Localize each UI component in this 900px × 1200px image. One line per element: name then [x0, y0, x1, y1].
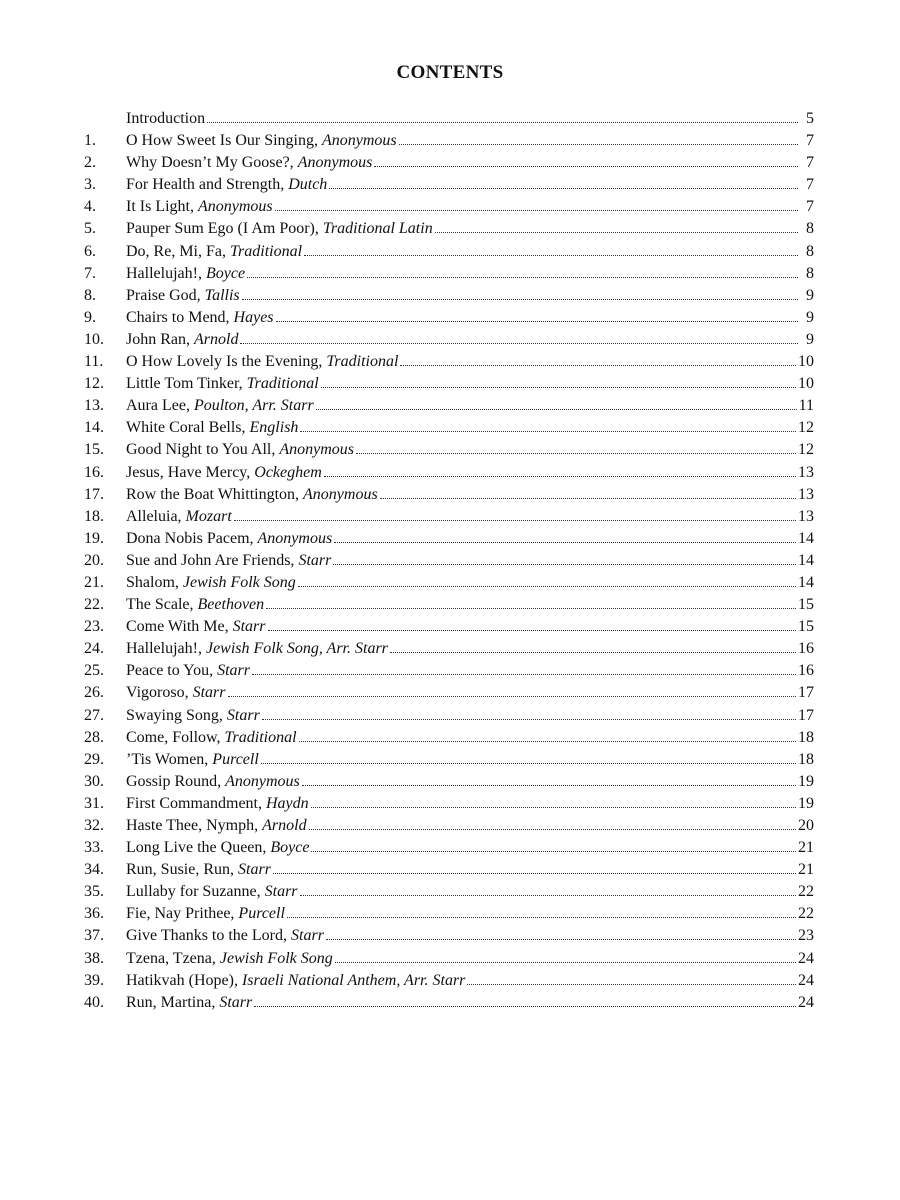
- entry-page-number: 14: [798, 529, 814, 547]
- entry-composer: Starr: [238, 861, 271, 879]
- entry-composer: Mozart: [185, 507, 232, 525]
- entry-composer: Jewish Folk Song, Arr. Starr: [205, 640, 388, 658]
- entry-title: Row the Boat Whittington,: [126, 485, 304, 503]
- entry-title: Tzena, Tzena,: [126, 949, 220, 967]
- entry-number: 4.: [84, 198, 96, 216]
- entry-composer: Anonymous: [225, 772, 300, 790]
- dot-leader: [356, 453, 796, 454]
- entry-page-number: 18: [798, 750, 814, 768]
- entry-title: Hatikvah (Hope),: [126, 971, 242, 989]
- entry-number: 19.: [84, 529, 104, 547]
- toc-entry[interactable]: [84, 638, 814, 660]
- entry-title: O How Sweet Is Our Singing,: [126, 132, 322, 150]
- entry-title: Jesus, Have Mercy,: [126, 463, 255, 481]
- entry-page-number: 13: [798, 463, 814, 481]
- entry-composer: Anonymous: [322, 132, 397, 150]
- entry-number: 11.: [84, 353, 104, 371]
- entry-composer: Tallis: [204, 286, 240, 304]
- entry-composer: Starr: [192, 684, 226, 702]
- dot-leader: [316, 409, 797, 410]
- entry-title-group: [126, 373, 319, 395]
- entry-title-group: [126, 815, 307, 837]
- toc-entry[interactable]: [84, 970, 814, 992]
- entry-title: Aura Lee,: [126, 397, 194, 415]
- toc-entry[interactable]: [84, 506, 814, 528]
- dot-leader: [435, 232, 798, 233]
- entry-title: Fie, Nay Prithee,: [126, 905, 239, 923]
- entry-number: 17.: [84, 485, 104, 503]
- dot-leader: [300, 431, 796, 432]
- toc-entry[interactable]: [84, 439, 814, 461]
- entry-title-group: [126, 351, 398, 373]
- entry-composer: Starr: [226, 706, 260, 724]
- entry-number: 30.: [84, 772, 104, 790]
- entry-title-group: [126, 550, 331, 572]
- entry-page-number: 16: [798, 640, 814, 658]
- toc-entry[interactable]: [84, 793, 814, 815]
- entry-title: Why Doesn’t My Goose?,: [126, 154, 298, 172]
- entry-composer: Arnold: [194, 330, 239, 348]
- entry-title: Come With Me,: [126, 618, 233, 636]
- entry-number: 38.: [84, 949, 104, 967]
- entry-title-group: [126, 506, 232, 528]
- entry-page-number: 8: [806, 220, 814, 238]
- entry-composer: Jewish Folk Song: [219, 949, 333, 967]
- toc-entry[interactable]: [84, 992, 814, 1014]
- entry-number: 31.: [84, 794, 104, 812]
- entry-composer: Traditional: [326, 353, 399, 371]
- entry-title-group: [126, 572, 296, 594]
- toc-entry[interactable]: [84, 837, 814, 859]
- entry-title-group: [126, 484, 378, 506]
- toc-entry[interactable]: [84, 395, 814, 417]
- toc-entry[interactable]: [84, 307, 814, 329]
- dot-leader: [390, 652, 796, 653]
- entry-title-group: [126, 462, 322, 484]
- entry-number: 22.: [84, 596, 104, 614]
- entry-page-number: 24: [798, 993, 814, 1011]
- entry-page-number: 7: [806, 154, 814, 172]
- dot-leader: [287, 917, 796, 918]
- dot-leader: [261, 763, 796, 764]
- entry-page-number: 8: [806, 242, 814, 260]
- entry-page-number: 18: [798, 728, 814, 746]
- entry-composer: Traditional: [224, 728, 297, 746]
- toc-entry[interactable]: [84, 550, 814, 572]
- entry-page-number: 19: [798, 794, 814, 812]
- entry-page-number: 15: [798, 618, 814, 636]
- entry-page-number: 9: [806, 286, 814, 304]
- entry-page-number: 17: [798, 684, 814, 702]
- dot-leader: [299, 741, 796, 742]
- toc-entry[interactable]: [84, 241, 814, 263]
- entry-composer: Beethoven: [197, 596, 265, 614]
- entry-title-group: [126, 749, 259, 771]
- entry-title: First Commandment,: [126, 794, 266, 812]
- page-title: CONTENTS: [396, 62, 504, 83]
- entry-number: 24.: [84, 640, 104, 658]
- toc-entry[interactable]: [84, 108, 814, 130]
- entry-page-number: 8: [806, 264, 814, 282]
- dot-leader: [234, 520, 796, 521]
- dot-leader: [326, 939, 796, 940]
- entry-title: Haste Thee, Nymph,: [126, 817, 263, 834]
- entry-title: Introduction: [126, 110, 206, 127]
- entry-title-group: [126, 174, 327, 196]
- entry-title: White Coral Bells,: [126, 419, 250, 437]
- entry-number: 34.: [84, 861, 104, 879]
- dot-leader: [334, 542, 796, 543]
- entry-title-group: [126, 241, 302, 263]
- entry-title-group: [126, 660, 250, 682]
- entry-composer: Boyce: [270, 839, 310, 857]
- entry-title: Shalom,: [126, 573, 183, 591]
- entry-title: Gossip Round,: [126, 772, 226, 790]
- entry-page-number: 21: [798, 839, 814, 857]
- dot-leader: [266, 608, 796, 609]
- entry-page-number: 9: [806, 308, 814, 326]
- entry-title-group: [126, 793, 309, 815]
- entry-composer: Starr: [232, 618, 266, 636]
- toc-entry[interactable]: [84, 462, 814, 484]
- entry-title: It Is Light,: [126, 198, 198, 216]
- toc-entry[interactable]: [84, 903, 814, 925]
- entry-page-number: 12: [798, 441, 814, 459]
- entry-number: 25.: [84, 662, 104, 680]
- dot-leader: [374, 166, 798, 167]
- dot-leader: [240, 343, 798, 344]
- entry-title-group: [126, 948, 333, 970]
- entry-title-group: [126, 152, 372, 174]
- entry-title: Do, Re, Mi, Fa,: [126, 242, 230, 260]
- entry-title-group: [126, 417, 298, 439]
- toc-entry[interactable]: [84, 594, 814, 616]
- toc-entry[interactable]: [84, 484, 814, 506]
- toc-entry[interactable]: [84, 196, 814, 218]
- entry-title: Hallelujah!,: [126, 640, 206, 658]
- entry-page-number: 22: [798, 883, 814, 901]
- entry-title-group: [126, 881, 298, 903]
- entry-title-group: [126, 970, 465, 992]
- entry-title-group: [126, 837, 309, 859]
- entry-number: 15.: [84, 441, 104, 459]
- toc-entry[interactable]: [84, 616, 814, 638]
- entry-title: For Health and Strength,: [126, 176, 289, 194]
- toc-entry[interactable]: [84, 130, 814, 152]
- entry-number: 18.: [84, 507, 104, 525]
- entry-composer: Traditional: [246, 375, 319, 393]
- entry-number: 1.: [84, 132, 96, 150]
- entry-page-number: 19: [798, 772, 814, 790]
- entry-number: 29.: [84, 750, 104, 768]
- entry-number: 26.: [84, 684, 104, 702]
- entry-page-number: 7: [806, 132, 814, 150]
- entry-page-number: 17: [798, 706, 814, 724]
- entry-composer: Poulton, Arr. Starr: [193, 397, 314, 415]
- entry-composer: Arnold: [262, 817, 307, 834]
- entry-title: Vigoroso,: [126, 684, 193, 702]
- entry-number: 27.: [84, 706, 104, 724]
- toc-entry[interactable]: [84, 948, 814, 970]
- entry-composer: Ockeghem: [254, 463, 322, 481]
- dot-leader: [329, 188, 798, 189]
- toc-entry[interactable]: [84, 351, 814, 373]
- entry-composer: Boyce: [205, 264, 246, 282]
- entry-title: The Scale,: [126, 596, 198, 614]
- entry-composer: Purcell: [212, 750, 259, 768]
- entry-number: 32.: [84, 817, 104, 834]
- toc-entry[interactable]: [84, 572, 814, 594]
- dot-leader: [399, 144, 798, 145]
- entry-number: 40.: [84, 993, 104, 1011]
- entry-title-group: [126, 594, 264, 616]
- dot-leader: [309, 829, 796, 830]
- entry-number: 3.: [84, 176, 96, 194]
- entry-composer: Anonymous: [279, 441, 355, 459]
- entry-composer: Hayes: [233, 308, 274, 326]
- toc-entry[interactable]: [84, 881, 814, 903]
- entry-page-number: 10: [798, 353, 814, 371]
- toc-entry[interactable]: [84, 727, 814, 749]
- toc-entry[interactable]: [84, 859, 814, 881]
- dot-leader: [298, 586, 796, 587]
- entry-title-group: [126, 395, 314, 417]
- entry-title-group: [126, 439, 354, 461]
- entry-number: 2.: [84, 154, 96, 172]
- entry-page-number: 5: [806, 110, 814, 127]
- entry-title: Swaying Song,: [126, 706, 227, 724]
- entry-composer: Starr: [217, 662, 251, 680]
- entry-title: Give Thanks to the Lord,: [126, 927, 292, 945]
- entry-title-group: [126, 108, 205, 130]
- toc-entry[interactable]: [84, 815, 814, 837]
- entry-number: 28.: [84, 728, 104, 746]
- entry-composer: Anonymous: [297, 154, 373, 172]
- entry-page-number: 20: [798, 817, 814, 834]
- dot-leader: [268, 630, 796, 631]
- dot-leader: [242, 299, 798, 300]
- entry-title: Hallelujah!,: [126, 264, 206, 282]
- entry-title-group: [126, 859, 271, 881]
- entry-composer: Purcell: [238, 905, 285, 923]
- dot-leader: [302, 785, 796, 786]
- entry-number: 35.: [84, 883, 104, 901]
- entry-composer: English: [249, 419, 299, 437]
- dot-leader: [321, 387, 796, 388]
- entry-title: Long Live the Queen,: [126, 839, 271, 857]
- entry-composer: Starr: [291, 927, 324, 945]
- entry-number: 14.: [84, 419, 104, 437]
- entry-title-group: [126, 263, 245, 285]
- entry-title: Run, Susie, Run,: [126, 861, 239, 879]
- dot-leader: [380, 498, 796, 499]
- toc-entry[interactable]: [84, 925, 814, 947]
- toc-entry[interactable]: [84, 373, 814, 395]
- table-of-contents: [84, 108, 814, 1014]
- entry-title: John Ran,: [126, 330, 194, 348]
- toc-entry[interactable]: [84, 329, 814, 351]
- entry-title-group: [126, 771, 300, 793]
- dot-leader: [324, 476, 796, 477]
- dot-leader: [300, 895, 796, 896]
- toc-entry[interactable]: [84, 749, 814, 771]
- entry-page-number: 22: [798, 905, 814, 923]
- entry-title: Peace to You,: [126, 662, 218, 680]
- entry-page-number: 24: [798, 971, 814, 989]
- entry-page-number: 7: [806, 176, 814, 194]
- entry-number: 13.: [84, 397, 104, 415]
- entry-title-group: [126, 992, 252, 1014]
- entry-title: Alleluia,: [126, 507, 186, 525]
- entry-composer: Traditional: [230, 242, 303, 260]
- entry-number: 16.: [84, 463, 104, 481]
- entry-title: Dona Nobis Pacem,: [126, 529, 258, 547]
- entry-page-number: 13: [798, 485, 814, 503]
- entry-composer: Starr: [298, 551, 332, 569]
- entry-number: 39.: [84, 971, 104, 989]
- entry-title: ’Tis Women,: [126, 750, 213, 768]
- entry-title-group: [126, 705, 260, 727]
- dot-leader: [333, 564, 796, 565]
- entry-number: 9.: [84, 308, 96, 326]
- entry-composer: Israeli National Anthem, Arr. Starr: [241, 971, 466, 989]
- entry-title-group: [126, 682, 226, 704]
- toc-entry[interactable]: [84, 682, 814, 704]
- toc-entry[interactable]: [84, 771, 814, 793]
- entry-title-group: [126, 638, 388, 660]
- entry-number: 33.: [84, 839, 104, 857]
- entry-composer: Anonymous: [257, 529, 333, 547]
- dot-leader: [275, 210, 798, 211]
- entry-title: Praise God,: [126, 286, 205, 304]
- dot-leader: [273, 873, 796, 874]
- entry-title: Sue and John Are Friends,: [126, 551, 299, 569]
- entry-title-group: [126, 528, 332, 550]
- entry-composer: Anonymous: [198, 198, 273, 216]
- entry-title: Chairs to Mend,: [126, 308, 234, 326]
- entry-number: 36.: [84, 905, 104, 923]
- entry-number: 20.: [84, 551, 104, 569]
- entry-number: 10.: [84, 330, 104, 348]
- dot-leader: [262, 719, 796, 720]
- dot-leader: [207, 122, 798, 123]
- toc-entry[interactable]: [84, 660, 814, 682]
- entry-title: Run, Martina,: [126, 993, 220, 1011]
- dot-leader: [252, 674, 796, 675]
- entry-title: Lullaby for Suzanne,: [126, 883, 265, 901]
- entry-page-number: 24: [798, 949, 814, 967]
- entry-page-number: 13: [798, 507, 814, 525]
- dot-leader: [335, 962, 796, 963]
- entry-page-number: 14: [798, 551, 814, 569]
- entry-title-group: [126, 616, 266, 638]
- toc-entry[interactable]: [84, 218, 814, 240]
- entry-title-group: [126, 925, 324, 947]
- entry-composer: Starr: [219, 993, 253, 1011]
- dot-leader: [276, 321, 798, 322]
- entry-number: 7.: [84, 264, 96, 282]
- entry-page-number: 21: [798, 861, 814, 879]
- entry-composer: Traditional Latin: [322, 220, 433, 238]
- entry-number: 12.: [84, 375, 104, 393]
- entry-title: O How Lovely Is the Evening,: [126, 353, 327, 371]
- toc-entry[interactable]: [84, 174, 814, 196]
- dot-leader: [311, 807, 796, 808]
- entry-title-group: [126, 196, 273, 218]
- entry-page-number: 7: [806, 198, 814, 216]
- dot-leader: [228, 696, 797, 697]
- entry-title: Little Tom Tinker,: [126, 375, 247, 393]
- entry-page-number: 11: [798, 397, 814, 415]
- entry-title-group: [126, 307, 274, 329]
- dot-leader: [400, 365, 796, 366]
- toc-entry[interactable]: [84, 417, 814, 439]
- entry-composer: Jewish Folk Song: [182, 573, 296, 591]
- dot-leader: [247, 277, 798, 278]
- entry-page-number: 12: [798, 419, 814, 437]
- toc-entry[interactable]: [84, 285, 814, 307]
- entry-number: 23.: [84, 618, 104, 636]
- toc-entry[interactable]: [84, 528, 814, 550]
- entry-title-group: [126, 903, 285, 925]
- entry-title: Pauper Sum Ego (I Am Poor),: [126, 220, 323, 238]
- entry-composer: Haydn: [266, 794, 309, 812]
- entry-title-group: [126, 218, 433, 240]
- entry-page-number: 16: [798, 662, 814, 680]
- entry-page-number: 15: [798, 596, 814, 614]
- entry-page-number: 14: [798, 573, 814, 591]
- dot-leader: [311, 851, 796, 852]
- dot-leader: [467, 984, 796, 985]
- entry-title-group: [126, 329, 238, 351]
- entry-title-group: [126, 285, 240, 307]
- entry-page-number: 10: [798, 375, 814, 393]
- entry-title-group: [126, 130, 397, 152]
- entry-composer: Dutch: [288, 176, 328, 194]
- entry-title: Come, Follow,: [126, 728, 225, 746]
- entry-composer: Starr: [264, 883, 298, 901]
- entry-number: 37.: [84, 927, 104, 945]
- entry-number: 5.: [84, 220, 96, 238]
- dot-leader: [304, 255, 798, 256]
- entry-page-number: 23: [798, 927, 814, 945]
- dot-leader: [254, 1006, 796, 1007]
- entry-composer: Anonymous: [303, 485, 378, 503]
- entry-title: Good Night to You All,: [126, 441, 280, 459]
- entry-page-number: 9: [806, 330, 814, 348]
- toc-entry[interactable]: [84, 705, 814, 727]
- toc-entry[interactable]: [84, 263, 814, 285]
- entry-number: 6.: [84, 242, 96, 260]
- toc-entry[interactable]: [84, 152, 814, 174]
- entry-title-group: [126, 727, 297, 749]
- entry-number: 8.: [84, 286, 96, 304]
- entry-number: 21.: [84, 573, 104, 591]
